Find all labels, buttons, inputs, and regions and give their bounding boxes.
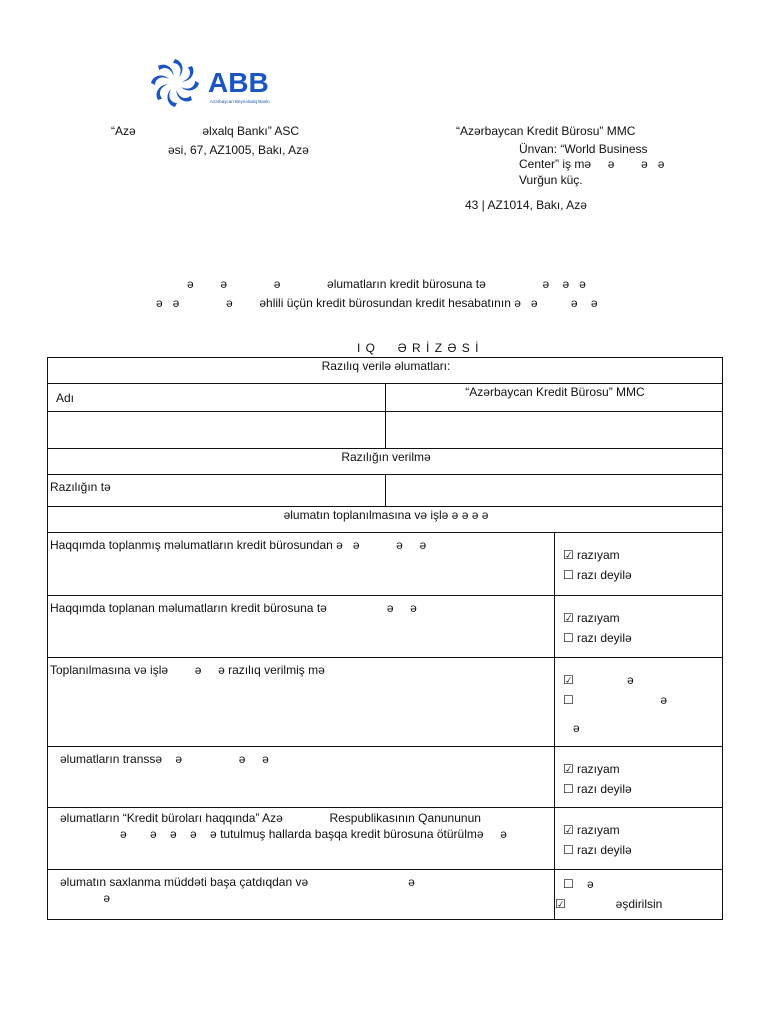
name-label: Adı [48, 384, 386, 412]
checkbox-empty-icon: ☐ [563, 631, 574, 645]
consent-options [555, 747, 723, 808]
disagree-option[interactable]: ☐ razı deyilə [563, 565, 722, 585]
bureau-field[interactable] [386, 412, 723, 449]
row-text: Haqqımda toplanan məlumatların kredit bürosuna tə ə ə [48, 596, 555, 658]
table-row [48, 870, 723, 920]
bureau-address-2: Center” iş mə ə ə ə [519, 157, 665, 171]
agree-option[interactable]: ☑ razıyam [563, 545, 722, 565]
disagree-option[interactable]: ☐ razı deyilə [563, 840, 722, 860]
option-note: ə [563, 721, 580, 735]
row-text: əlumatın saxlanma müddəti başa çatdıqdan və ə ə [48, 870, 555, 920]
table-row [48, 596, 723, 658]
checkbox-checked-icon: ☑ [563, 673, 574, 687]
anonymize-option[interactable]: ☑ əşdirilsin [555, 894, 722, 914]
name-field[interactable] [48, 412, 386, 449]
form-title: I Q Ə R İ Z Ə S İ [357, 341, 480, 355]
bank-name: “Azə əlxalq Bankı” ASC [111, 124, 300, 138]
table-row [48, 747, 723, 808]
checkbox-empty-icon: ☐ [563, 877, 574, 891]
given-date-field[interactable] [386, 475, 723, 507]
consent-options [555, 533, 723, 596]
given-heading: Razılığın verilmə [48, 449, 723, 475]
given-date-label: Razılığın tə [48, 475, 386, 507]
abb-logo-icon [148, 56, 288, 112]
checkbox-checked-icon: ☑ [563, 762, 574, 776]
consent-options [555, 658, 723, 747]
spacer [563, 710, 722, 718]
logo-text: ABB [208, 67, 269, 98]
agree-option[interactable]: ☑ ə [563, 670, 722, 690]
checkbox-empty-icon: ☐ [563, 843, 574, 857]
bureau-label: “Azərbaycan Kredit Bürosu” MMC [386, 384, 723, 412]
intro-line-1: ə ə ə əlumatların kredit bürosuna tə ə ə ə [187, 277, 586, 291]
bank-address: əsi, 67, AZ1005, Bakı, Azə [168, 143, 309, 157]
row-text: əlumatların transsə ə ə ə [48, 747, 555, 808]
checkbox-checked-icon: ☑ [555, 897, 566, 911]
table-row [48, 808, 723, 870]
row-text: Toplanılmasına və işlə ə ə razılıq verilmiş mə [48, 658, 555, 747]
row-text: Haqqımda toplanmış məlumatların kredit bürosundan ə ə ə ə [48, 533, 555, 596]
bureau-name: “Azərbaycan Kredit Bürosu” MMC [456, 124, 636, 138]
bureau-address-1: Ünvan: “World Business [519, 142, 648, 156]
checkbox-empty-icon: ☐ [563, 568, 574, 582]
checkbox-empty-icon: ☐ [563, 782, 574, 796]
bureau-address-3: Vurğun küç. [519, 173, 583, 187]
disagree-option[interactable]: ☐ razı deyilə [563, 779, 722, 799]
table-row [48, 658, 723, 747]
disagree-option[interactable]: ☐ ə [563, 690, 722, 710]
consent-options [555, 870, 723, 920]
consent-options [555, 596, 723, 658]
checkbox-empty-icon: ☐ [563, 693, 574, 707]
table-row [48, 533, 723, 596]
delete-option[interactable]: ☐ ə [563, 874, 722, 894]
row-text: əlumatların “Kredit büroları haqqında” Azə Respublikasının Qanununun ə ə ə ə ə tutulmuş hallarda başqa kredit bürosuna ötürülmə ə [48, 808, 555, 870]
consent-table [47, 357, 723, 920]
processing-heading: əlumatın toplanılmasına və işlə ə ə ə ə [48, 507, 723, 533]
intro-line-2: ə ə ə əhlili üçün kredit bürosundan kredit hesabatının ə ə ə ə [156, 296, 598, 310]
bureau-address-4: 43 | AZ1014, Bakı, Azə [465, 198, 587, 212]
logo-subtitle: Azərbaycan Beynəlxalq Bankı [210, 99, 270, 104]
checkbox-checked-icon: ☑ [563, 611, 574, 625]
checkbox-checked-icon: ☑ [563, 548, 574, 562]
agree-option[interactable]: ☑ razıyam [563, 820, 722, 840]
bank-logo [148, 56, 288, 112]
agree-option[interactable]: ☑ razıyam [563, 759, 722, 779]
checkbox-checked-icon: ☑ [563, 823, 574, 837]
table-heading: Razılıq verilə əlumatları: [48, 358, 723, 384]
agree-option[interactable]: ☑ razıyam [563, 608, 722, 628]
disagree-option[interactable]: ☐ razı deyilə [563, 628, 722, 648]
consent-options [555, 808, 723, 870]
